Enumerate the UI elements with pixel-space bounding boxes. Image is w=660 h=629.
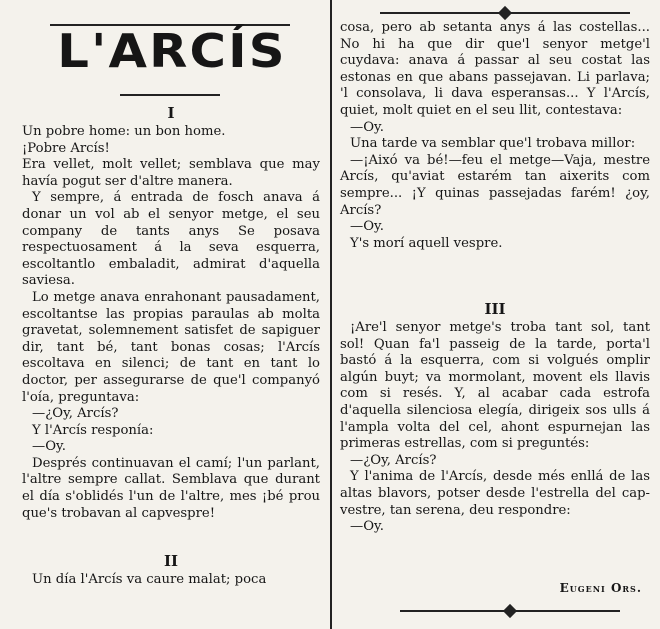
section-heading-one: I xyxy=(167,104,175,122)
paragraph-left-3: Era vellet, molt vellet; semblava que may havía pogut ser d'altre manera. xyxy=(22,157,320,189)
paragraph-right-9: Y l'anima de l'Arcís, desde més enllá de las altas blavors, potser desde l'estrella del cap-vestre, tan serena, deu respondre: xyxy=(340,469,650,518)
column-divider xyxy=(330,0,332,629)
paragraph-right-6: Y's morí aquell vespre. xyxy=(350,235,503,251)
paragraph-left-9: Després continuavan el camí; l'un parlant, l'altre sempre callat. Semblava que durant el día s'oblidés l'un de l'altre, mes ¡bé prou que's trobavan al capvespre! xyxy=(22,455,320,521)
paragraph-left-8: —Oy. xyxy=(32,439,66,455)
paragraph-left-5: Lo metge anava enrahonant pausadament, escoltantse las propias paraulas ab molta gravetat, solemnement satisfet de sapiguer dir, tant bé, tant bonas cosas; l'Arcís escoltava en silenci; de tant en tant lo doctor, per assegurarse de que'l companyó l'oía, preguntava: xyxy=(22,289,320,405)
paragraph-left-6: —¿Oy, Arcís? xyxy=(32,406,119,422)
paragraph-right-4: —¡Aixó va bé!—feu el metge—Vaja, mestre Arcís, qu'aviat estarém tan aixerits com sempre... ¡Y quinas passejadas farém! ¿oy, Arcís? xyxy=(340,152,650,218)
paragraph-right-8: —¿Oy, Arcís? xyxy=(350,452,437,468)
paragraph-right-10: —Oy. xyxy=(350,519,384,535)
paragraph-left-1: Un pobre home: un bon home. xyxy=(22,124,226,139)
paragraph-right-2: —Oy. xyxy=(350,119,384,135)
title-underline xyxy=(120,94,220,96)
paragraph-right-5: —Oy. xyxy=(350,219,384,235)
bottom-ornament-rule xyxy=(400,604,620,618)
paragraph-left-7: Y l'Arcís responía: xyxy=(32,422,154,438)
author-signature: Eugeni Ors. xyxy=(559,581,642,595)
section-heading-two: II xyxy=(163,552,179,570)
paragraph-left-4: Y sempre, á entrada de fosch anava á donar un vol ab el senyor metge, el seu company de tants anys Se posava respectuosament á la seva esquerra, escoltantlo embaladit, admirat d'aquella saviesa. xyxy=(22,190,320,289)
paragraph-left-2: ¡Pobre Arcís! xyxy=(22,140,110,156)
paragraph-right-7: ¡Are'l senyor metge's troba tant sol, tant sol! Quan fa'l passeig de la tarde, porta'l bastó á la esquerra, com si volgués omplir algún buyt; va mormolant, movent els llavis com si resés. Y, al acabar cada estrofa d'aquella silenciosa elegía, dirigeix sos ulls á l'ampla volta del cel, ahont espurnejan las primeras estrellas, com si preguntés: xyxy=(340,320,650,452)
paragraph-right-3: Una tarde va semblar que'l trobava millor: xyxy=(350,136,636,152)
paragraph-right-1: cosa, pero ab setanta anys á las costellas... No hi ha que dir que'l senyor metge'l cuydava: anava á passar al seu costat las estonas en que abans passejavan. Li parlava; 'l consolava, li dava esperansas... Y l'Arcís, quiet, molt quiet en el seu llit, contestava: xyxy=(340,20,650,118)
article-title: L'ARCÍS xyxy=(57,24,287,78)
top-ornament-rule-right xyxy=(380,6,630,20)
section-heading-three: III xyxy=(484,300,506,318)
paragraph-left-10: Un día l'Arcís va caure malat; poca xyxy=(32,572,267,587)
